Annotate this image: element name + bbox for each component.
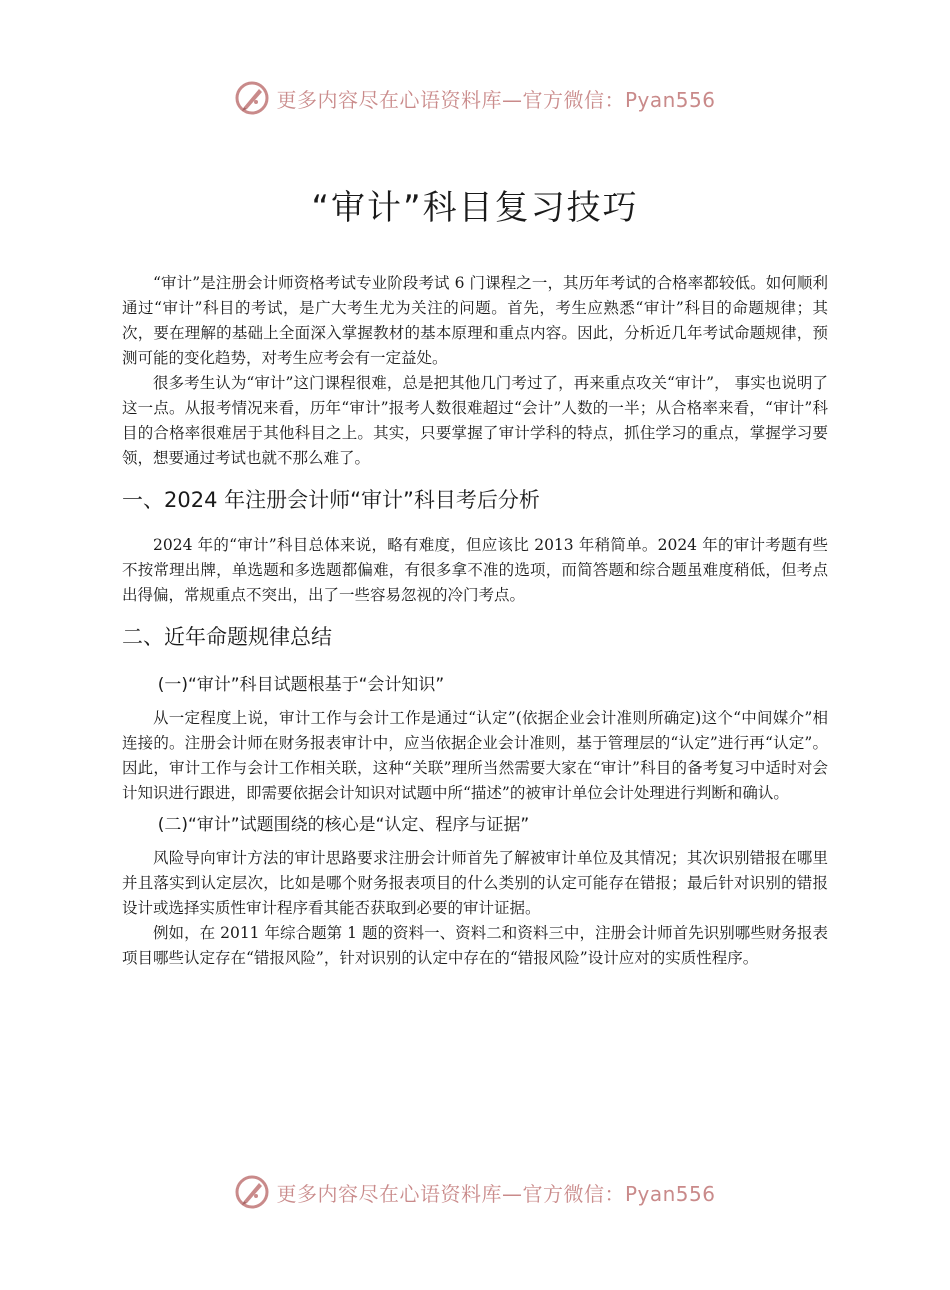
document-body: [122, 180, 828, 971]
watermark-text: 更多内容尽在心语资料库—官方微信：Pyan556: [276, 87, 716, 112]
watermark-banner-top: [0, 78, 950, 118]
section-1-paragraph: 2024 年的“审计”科目总体来说，略有难度，但应该比 2013 年稍简单。2024 年的审计考题有些不按常理出牌，单选题和多选题都偏难，有很多拿不准的选项，而简答题和综合题虽难度稍低，但考点出得偏，常规重点不突出，出了一些容易忽视的冷门考点。: [122, 536, 828, 604]
section-1-heading: 一、2024 年注册会计师“审计”科目考后分析: [122, 488, 540, 512]
subsection-1-heading: (一)“审计”科目试题根基于“会计知识”: [157, 675, 445, 695]
subsection-2-paragraph-1: 风险导向审计方法的审计思路要求注册会计师首先了解被审计单位及其情况；其次识别错报在哪里并且落实到认定层次，比如是哪个财务报表项目的什么类别的认定可能存在错报；最后针对识别的错报设计或选择实质性审计程序看其能否获取到必要的审计证据。: [122, 849, 828, 917]
subsection-1-paragraph: 从一定程度上说，审计工作与会计工作是通过“认定”(依据企业会计准则所确定)这个“中间媒介”相连接的。注册会计师在财务报表审计中，应当依据企业会计准则，基于管理层的“认定”进行再“认定”。因此，审计工作与会计工作相关联，这种“关联”理所当然需要大家在“审计”科目的备考复习中适时对会计知识进行跟进，即需要依据会计知识对试题中所“描述”的被审计单位会计处理进行判断和确认。: [122, 709, 828, 802]
pen-seal-logo-icon: [234, 1174, 270, 1210]
intro-paragraph-1: “审计”是注册会计师资格考试专业阶段考试 6 门课程之一，其历年考试的合格率都较低。如何顺利通过“审计”科目的考试，是广大考生尤为关注的问题。首先，考生应熟悉“审计”科目的命题规律；其次，要在理解的基础上全面深入掌握教材的基本原理和重点内容。因此，分析近几年考试命题规律，预测可能的变化趋势，对考生应考会有一定益处。: [122, 274, 828, 367]
watermark-banner-bottom: [0, 1172, 950, 1212]
subsection-2-paragraph-2: 例如，在 2011 年综合题第 1 题的资料一、资料二和资料三中，注册会计师首先识别哪些财务报表项目哪些认定存在“错报风险”，针对识别的认定中存在的“错报风险”设计应对的实质性程序。: [122, 924, 828, 967]
section-2-heading: 二、近年命题规律总结: [122, 625, 332, 649]
pen-seal-logo-icon: [234, 80, 270, 116]
subsection-2-heading: (二)“审计”试题围绕的核心是“认定、程序与证据”: [157, 815, 530, 835]
intro-paragraph-2: 很多考生认为“审计”这门课程很难，总是把其他几门考过了，再来重点攻关“审计”， 事实也说明了这一点。从报考情况来看，历年“审计”报考人数很难超过“会计”人数的一半；从合格率来看，“审计”科目的合格率很难居于其他科目之上。其实，只要掌握了审计学科的特点，抓住学习的重点，掌握学习要领，想要通过考试也就不那么难了。: [122, 374, 828, 467]
document-title: “审计”科目复习技巧: [311, 188, 639, 228]
watermark-text: 更多内容尽在心语资料库—官方微信：Pyan556: [276, 1181, 716, 1206]
